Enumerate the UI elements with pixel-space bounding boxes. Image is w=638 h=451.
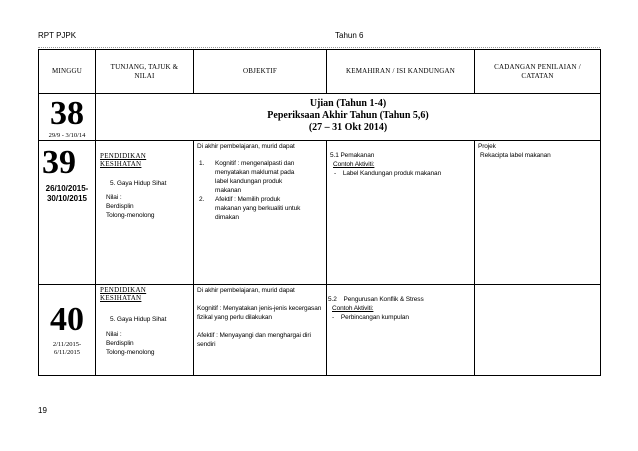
week-40-obj-kognitif: Kognitif : Menyatakan jenis-jenis kecergasan fizikal yang perlu dilakukan: [197, 305, 322, 321]
exam-line-3: (27 – 31 Okt 2014): [308, 122, 388, 133]
week-39-obj-1-text: Kognitif : mengenalpasti dan menyatakan maklumat pada label kandungan produk makanan: [215, 160, 295, 194]
week-40-cadangan-cell: [475, 285, 601, 376]
col-header-tunjang-text: TUNJANG, TAJUK & NILAI: [110, 62, 179, 80]
week-39-obj-1-num: 1.: [199, 160, 205, 167]
week-38-dates: 29/9 - 3/10/14: [48, 132, 86, 139]
week-40-tunjang-1: PENDIDIKAN: [100, 286, 147, 294]
week-39-kem-item: - Label Kandungan produk makanan: [334, 170, 442, 177]
week-39-objektif-cell: [194, 141, 327, 285]
col-header-kemahiran: KEMAHIRAN / ISI KANDUNGAN: [327, 50, 475, 94]
week-40-row: [39, 285, 601, 376]
exam-line-1: Ujian (Tahun 1-4): [309, 98, 387, 109]
week-39-cad-2: Rekacipta label makanan: [480, 152, 551, 159]
week-39-nilai-1: Berdisplin: [106, 203, 134, 210]
week-40-kem-item: - Perbincangan kumpulan: [332, 314, 409, 321]
exam-line-2: Peperiksaan Akhir Tahun (Tahun 5,6): [267, 110, 429, 121]
lesson-plan-table: [38, 49, 601, 376]
week-39-tunjang-cell: [96, 141, 194, 285]
week-40-nilai-label: Nilai :: [106, 331, 122, 338]
week-40-obj-afektif: Afektif : Menyayangi dan menghargai diri sendiri: [197, 332, 311, 348]
week-40-kem-activity: Contoh Aktiviti:: [332, 305, 374, 312]
week-40-dates-start: 2/11/2015-: [52, 341, 82, 348]
week-39-obj-1: [197, 159, 323, 195]
week-38-row: [39, 94, 601, 141]
week-39-row: [39, 141, 601, 285]
week-40-kem-title: 5.2 Pengurusan Konflik & Stress: [328, 296, 424, 303]
week-39-kemahiran-cell: [327, 141, 475, 285]
table-header-row: [39, 50, 601, 94]
exam-cell: [96, 94, 601, 141]
week-39-nilai-label: Nilai :: [106, 194, 122, 201]
week-40-tunjang-2: KESIHATAN: [100, 294, 142, 302]
week-40-objektif-cell: [194, 285, 327, 376]
week-40-cell: [39, 285, 96, 376]
week-40-kemahiran-cell: [327, 285, 475, 376]
week-40-nilai-1: Berdisplin: [106, 340, 134, 347]
week-39-cad-1: Projek: [478, 143, 496, 150]
week-39-dates-start: 26/10/2015-: [45, 184, 89, 193]
week-39-nilai-2: Tolong-menolong: [106, 212, 155, 219]
week-38-number: 38: [50, 95, 84, 132]
col-header-cadangan: [475, 50, 601, 94]
week-39-dates-end: 30/10/2015: [46, 194, 88, 203]
col-header-tunjang: [96, 50, 194, 94]
week-39-tunjang-2: KESIHATAN: [100, 160, 142, 168]
week-39-kem-activity: Contoh Aktiviti:: [333, 161, 375, 168]
week-39-tunjang-1: PENDIDIKAN: [100, 152, 147, 160]
week-38-cell: [39, 94, 96, 141]
week-39-cadangan-cell: [475, 141, 601, 285]
header-left: RPT PJPK: [38, 31, 77, 40]
week-40-tajuk: 5. Gaya Hidup Sihat: [110, 316, 167, 323]
header-right: Tahun 6: [335, 31, 364, 40]
week-39-cell: [39, 141, 96, 285]
week-40-number: 40: [50, 301, 84, 338]
week-39-kem-title: 5.1 Pemakanan: [330, 152, 375, 159]
week-39-obj-intro: Di akhir pembelajaran, murid dapat: [197, 143, 295, 150]
col-header-minggu: MINGGU: [39, 50, 96, 94]
week-39-tajuk: 5. Gaya Hidup Sihat: [110, 180, 167, 187]
week-40-nilai-2: Tolong-menolong: [106, 349, 155, 356]
page-number: 19: [38, 406, 47, 415]
col-header-objektif: OBJEKTIF: [194, 50, 327, 94]
week-39-obj-2-text: Afektif : Memilih produk makanan yang berkualiti untuk dimakan: [215, 196, 301, 221]
week-40-obj-intro: Di akhir pembelajaran, murid dapat: [197, 287, 295, 294]
week-39-obj-2: [197, 195, 323, 222]
week-39-obj-2-num: 2.: [199, 196, 205, 203]
col-header-cadangan-text: CADANGAN PENILAIAN / CATATAN: [494, 62, 581, 80]
week-40-dates-end: 6/11/2015: [53, 349, 81, 356]
week-39-number: 39: [42, 144, 76, 181]
week-40-tunjang-cell: [96, 285, 194, 376]
